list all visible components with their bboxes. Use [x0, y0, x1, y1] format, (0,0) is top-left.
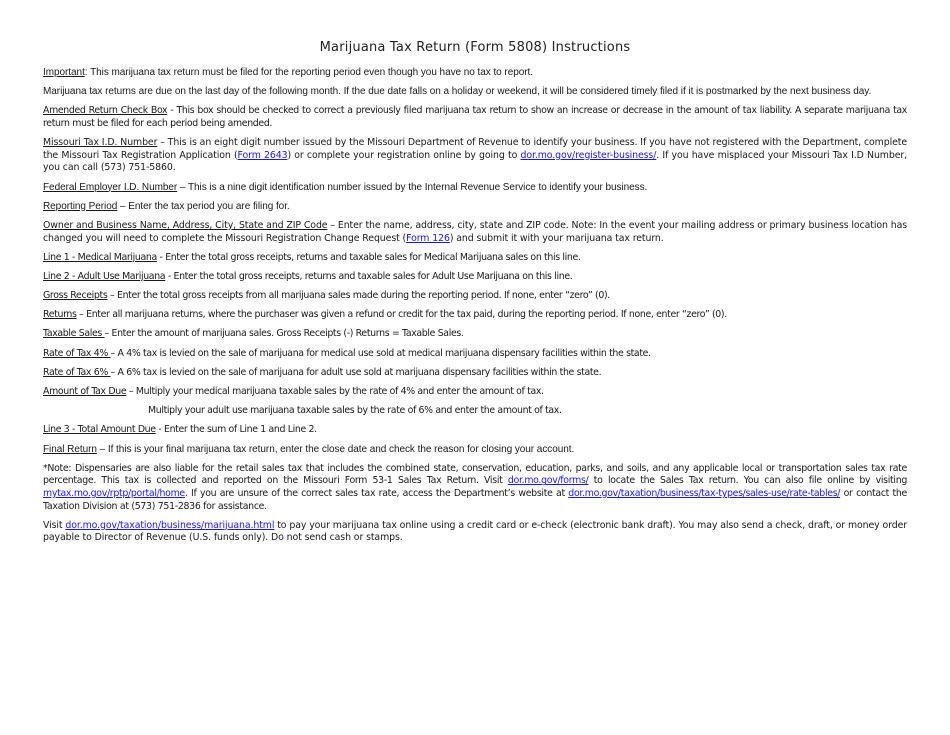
- paragraph-text: - Enter the total gross receipts, returns and taxable sales for Medical Marijuana sales on this line.: [156, 251, 581, 263]
- rate-of-tax-6-paragraph: [43, 367, 907, 380]
- paragraph-text: – Multiply your medical marijuana taxable sales by the rate of 4% and enter the amount of tax.: [126, 386, 544, 397]
- term-line-3-total-amount-due: Line 3 - Total Amount Due: [43, 424, 156, 436]
- federal-employer-id-paragraph: [43, 182, 907, 195]
- paragraph-text: – Enter the tax period you are filing for.: [117, 200, 290, 212]
- mytax-portal-link[interactable]: mytax.mo.gov/rptp/portal/home: [43, 487, 185, 499]
- term-taxable-sales: Taxable Sales: [43, 328, 105, 340]
- paragraph-text: – Enter the total gross receipts from all marijuana sales made during the reporting period. If none, enter “zero” (0).: [107, 290, 610, 302]
- term-final-return: Final Return: [43, 443, 97, 455]
- paragraph-text: – Enter all marijuana returns, where the purchaser was given a refund or credit for the tax paid, during the reporting period. If none, enter “zero” (0).: [76, 309, 727, 321]
- paragraph-text: Marijuana tax returns are due on the last day of the following month. If the due date falls on a holiday or weekend, it will be considered timely filed if it is postmarked by the next business day.: [43, 86, 872, 98]
- gross-receipts-paragraph: [43, 290, 907, 303]
- term-gross-receipts: Gross Receipts: [43, 290, 108, 302]
- term-line-1-medical-marijuana: Line 1 - Medical Marijuana: [43, 251, 157, 263]
- term-line-2-adult-use-marijuana: Line 2 - Adult Use Marijuana: [43, 270, 166, 282]
- instructions-page: [43, 38, 907, 552]
- line-1-paragraph: [43, 252, 907, 265]
- paragraph-text: – A 4% tax is levied on the sale of marijuana for medical use sold at medical marijuana dispensary facilities within the state.: [110, 347, 651, 359]
- missouri-tax-id-paragraph: Missouri Tax I.D. Number – This is an eight digit number issued by the Missouri Department of Revenue to identify your business. If you have not registered with the Department, complete the Missouri Tax Registration Application (Form 2643) or complete your registration online by going to dor.mo.gov/register-business/. If you have misplaced your Missouri Tax I.D Number, you can call (573) 751-5860.: [43, 137, 907, 174]
- register-business-link[interactable]: dor.mo.gov/register-business/: [520, 149, 657, 161]
- owner-business-paragraph: Owner and Business Name, Address, City, State and ZIP Code – Enter the name, address, city, state and ZIP code. Note: In the event your mailing address or primary business location has changed you will need to complete the Missouri Registration Change Request (Form 126) and submit it with your marijuana tax return.: [43, 219, 907, 244]
- term-rate-of-tax-4: Rate of Tax 4%: [43, 347, 111, 359]
- page-title: Marijuana Tax Return (Form 5808) Instructions: [319, 40, 631, 55]
- rate-of-tax-4-paragraph: [43, 348, 907, 361]
- sales-tax-note-paragraph: *Note: Dispensaries are also liable for the retail sales tax that includes the combined state, conservation, education, parks, and soils, and any applicable local or transportation sales tax rate percentage. This tax is collected and reported on the Missouri Form 53-1 Sales Tax Return. Visit dor.mo.gov/forms/ to locate the Sales Tax return. You can also file online by visiting mytax.mo.gov/rptp/portal/home. If you are unsure of the correct sales tax rate, access the Department’s website at dor.mo.gov/taxation/business/tax-types/sales-use/rate-tables/ or contact the Taxation Division at (573) 751-2836 for assistance.: [43, 462, 908, 512]
- reporting-period-paragraph: [43, 201, 907, 214]
- term-amount-of-tax-due: Amount of Tax Due: [43, 386, 127, 397]
- paragraph-text: – This is a nine digit identification number issued by the Internal Revenue Service to identify your business.: [177, 181, 648, 193]
- term-rate-of-tax-6: Rate of Tax 6%: [43, 366, 111, 378]
- due-date-paragraph: [43, 86, 907, 99]
- marijuana-tax-page-link[interactable]: dor.mo.gov/taxation/business/marijuana.html: [65, 519, 275, 531]
- term-owner-business-name: Owner and Business Name, Address, City, State and ZIP Code: [43, 219, 328, 231]
- term-returns: Returns: [43, 309, 77, 321]
- rate-tables-link[interactable]: dor.mo.gov/taxation/business/tax-types/sales-use/rate-tables/: [568, 487, 841, 499]
- paragraph-text: - Enter the total gross receipts, returns and taxable sales for Adult Use Marijuana on this line.: [165, 270, 573, 282]
- paragraph-text: - This box should be checked to correct a previously filed marijuana tax return to show an increase or decrease in the amount of tax liability. A separate marijuana tax return must be filed for each period being amended.: [43, 105, 907, 129]
- dor-forms-link[interactable]: dor.mo.gov/forms/: [507, 475, 589, 487]
- final-return-paragraph: [43, 444, 907, 457]
- term-federal-employer-id-number: Federal Employer I.D. Number: [43, 181, 178, 193]
- paragraph-text: – A 6% tax is levied on the sale of marijuana for adult use sold at marijuana dispensary facilities within the state.: [110, 366, 602, 378]
- paragraph-text: – If this is your final marijuana tax return, enter the close date and check the reason for closing your account.: [96, 443, 575, 455]
- paragraph-text: This marijuana tax return must be filed for the reporting period even though you have no tax to report.: [87, 67, 533, 78]
- payment-paragraph: Visit dor.mo.gov/taxation/business/marijuana.html to pay your marijuana tax online using a credit card or e-check (electronic bank draft). You may also send a check, draft, or money order payable to Director of Revenue (U.S. funds only). Do not send cash or stamps.: [43, 519, 907, 544]
- term-missouri-tax-id-number: Missouri Tax I.D. Number: [43, 137, 158, 149]
- term-amended-return-check-box: Amended Return Check Box: [43, 105, 168, 117]
- amended-return-paragraph: [43, 105, 907, 130]
- form-126-link[interactable]: Form 126: [406, 232, 450, 244]
- amount-of-tax-due-paragraph: [43, 386, 907, 399]
- term-reporting-period: Reporting Period: [43, 200, 118, 212]
- returns-paragraph: [43, 309, 907, 322]
- taxable-sales-paragraph: [43, 328, 907, 341]
- amount-of-tax-due-continuation: [43, 405, 907, 418]
- paragraph-text: - Enter the sum of Line 1 and Line 2.: [155, 424, 317, 436]
- important-paragraph: Important: This marijuana tax return must be filed for the reporting period even though you have no tax to report.: [43, 67, 533, 78]
- paragraph-text: Multiply your adult use marijuana taxable sales by the rate of 6% and enter the amount of tax.: [148, 405, 562, 417]
- form-2643-link[interactable]: Form 2643: [237, 149, 288, 161]
- paragraph-text: – Enter the amount of marijuana sales. Gross Receipts (-) Returns = Taxable Sales.: [104, 328, 464, 340]
- term-important: Important: [43, 67, 85, 78]
- line-2-paragraph: [43, 271, 907, 284]
- line-3-paragraph: [43, 424, 907, 437]
